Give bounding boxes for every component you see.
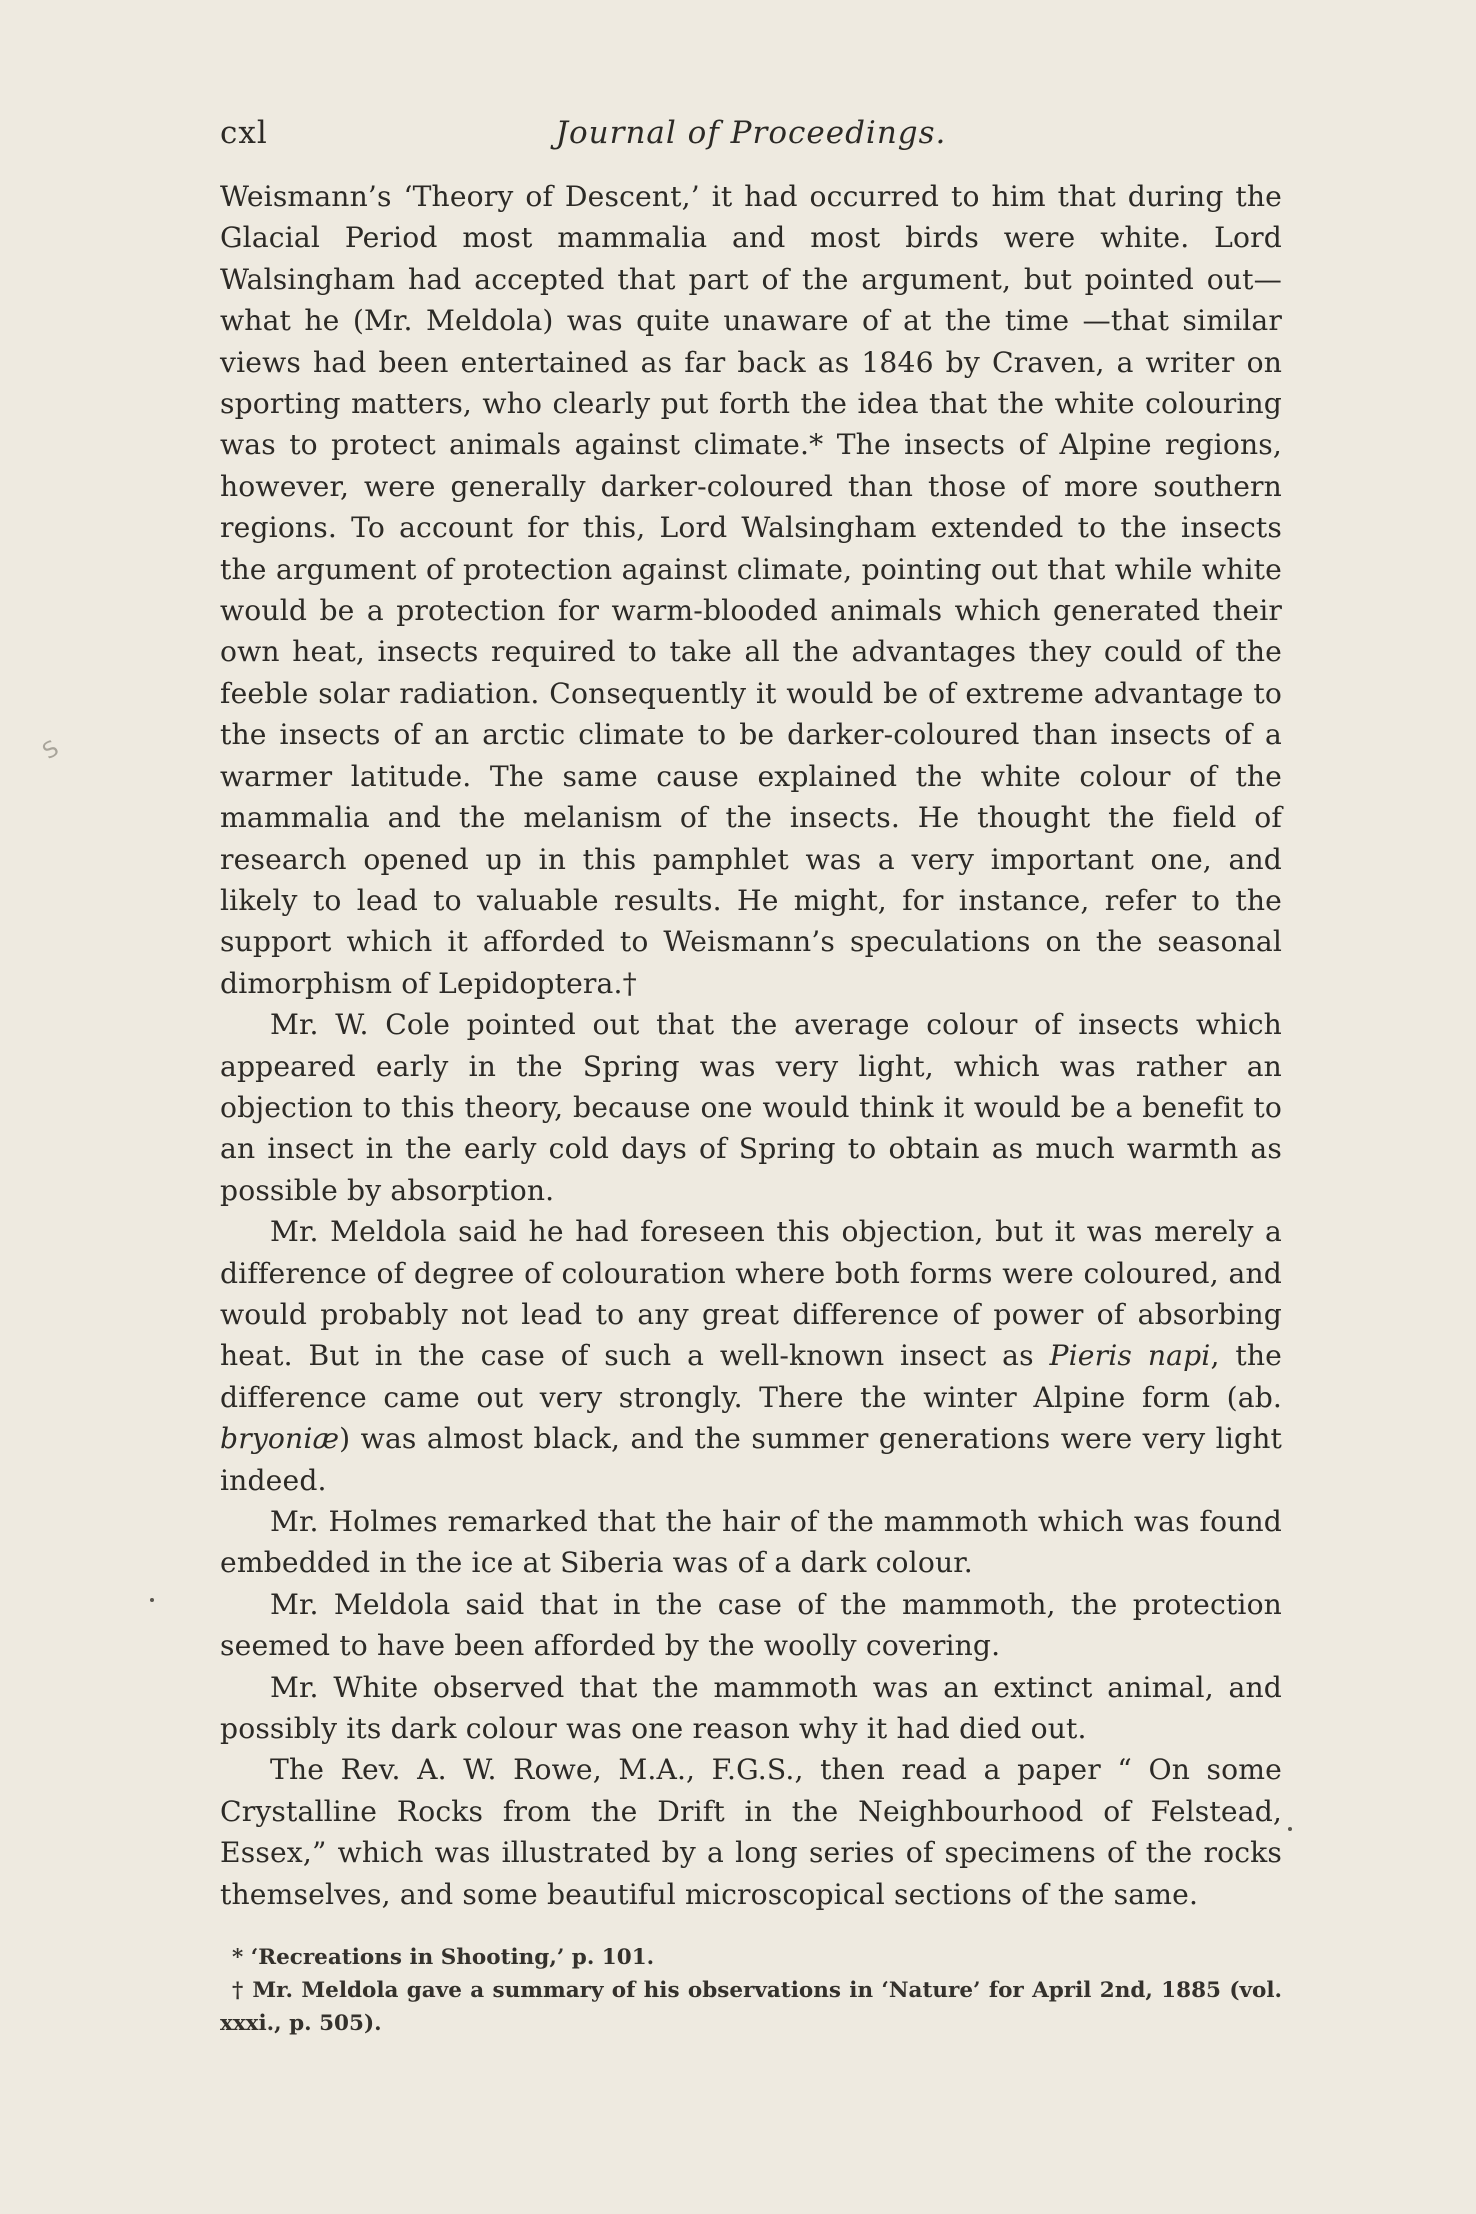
paragraph-text: Mr. W. Cole pointed out that the average colour of insects which appeared early in the Spring was very light, which was rather an objection to this theory, because one would think it would be a benefit to an insect in the early cold days of Spring to obtain as much warmth as possible by absorption. <box>220 1008 1282 1207</box>
italic-term: Pieris napi <box>1049 1339 1211 1373</box>
paragraph-text: , the difference came out very strongly. There the winter Alpine form (ab. <box>220 1339 1282 1414</box>
paragraph-text: Mr. Holmes remarked that the hair of the mammoth which was found embedded in the ice at Siberia was of a dark colour. <box>220 1505 1282 1580</box>
page-header <box>220 108 1282 158</box>
margin-dot <box>150 1598 154 1602</box>
paragraph-text: ) was almost black, and the summer generations were very light indeed. <box>220 1422 1282 1497</box>
paragraph <box>220 1584 1282 1667</box>
paragraph <box>220 1667 1282 1750</box>
paragraph <box>220 1501 1282 1584</box>
running-title: Journal of Proceedings. <box>555 115 947 151</box>
margin-pencil-mark: S <box>38 736 64 765</box>
document-page <box>220 108 1282 2040</box>
footnotes <box>220 1941 1282 2040</box>
paragraph <box>220 176 1282 1004</box>
paragraph <box>220 1749 1282 1915</box>
paragraph <box>220 1211 1282 1501</box>
page-number: cxl <box>220 115 268 151</box>
paragraph-text: The Rev. A. W. Rowe, M.A., F.G.S., then read a paper “ On some Crystalline Rocks from the Drift in the Neighbourhood of Felstead, Essex,” which was illustrated by a long series of specimens of the rocks themselves, and some beautiful microscopical sections of the same. <box>220 1753 1282 1911</box>
footnote: † Mr. Meldola gave a summary of his observations in ‘Nature’ for April 2nd, 1885 (vol. xxxi., p. 505). <box>220 1978 1282 2037</box>
margin-dot <box>1288 1827 1292 1831</box>
paragraph <box>220 1004 1282 1211</box>
italic-term: bryoniæ <box>220 1422 340 1456</box>
paragraph-text: Mr. Meldola said that in the case of the mammoth, the protection seemed to have been afforded by the woolly covering. <box>220 1587 1282 1663</box>
body-text <box>220 176 1282 1915</box>
paragraph-text: Mr. Meldola said he had foreseen this objection, but it was merely a difference of degree of colouration where both forms were coloured, and would probably not lead to any great difference of power of absorbing heat. But in the case of such a well-known insect as <box>220 1215 1282 1373</box>
footnote: * ‘Recreations in Shooting,’ p. 101. <box>232 1945 655 1971</box>
paragraph-text: Weismann’s ‘Theory of Descent,’ it had occurred to him that during the Glacial Period most mammalia and most birds were white. Lord Walsingham had accepted that part of the argument, but pointed out—what he (Mr. Meldola) was quite unaware of at the time —that similar views had been entertained as far back as 1846 by Craven, a writer on sporting matters, who clearly put forth the idea that the white colouring was to protect animals against climate.* The insects of Alpine regions, however, were generally darker-coloured than those of more southern regions. To account for this, Lord Walsingham extended to the insects the argument of protection against climate, pointing out that while white would be a protection for warm-blooded animals which generated their own heat, insects required to take all the advantages they could of the feeble solar radiation. Consequently it would be of extreme advantage to the insects of an arctic climate to be darker-coloured than insects of a warmer latitude. The same cause explained the white colour of the mammalia and the melanism of the insects. He thought the field of research opened up in this pamphlet was a very important one, and likely to lead to valuable results. He might, for instance, refer to the support which it afforded to Weismann’s speculations on the seasonal dimorphism of Lepidoptera.† <box>220 180 1282 1000</box>
paragraph-text: Mr. White observed that the mammoth was an extinct animal, and possibly its dark colour was one reason why it had died out. <box>220 1670 1282 1746</box>
